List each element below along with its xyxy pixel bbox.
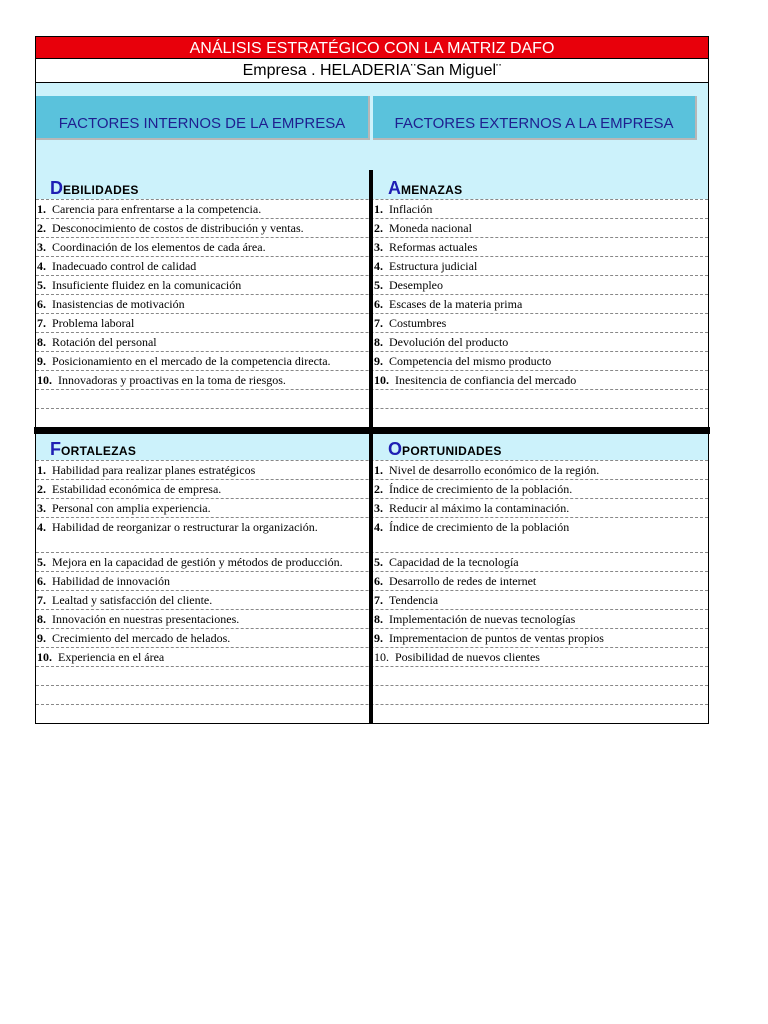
title-rest: ORTALEZAS — [61, 444, 137, 458]
title-initial: O — [388, 439, 403, 459]
fortalezas-title — [36, 439, 369, 460]
item-number: 7. — [37, 316, 46, 330]
right-cell — [373, 200, 706, 218]
item-number: 1. — [37, 202, 46, 216]
item-text: Moneda nacional — [389, 221, 472, 235]
item-text: Coordinación de los elementos de cada área. — [52, 240, 266, 254]
right-cell — [373, 390, 706, 408]
item-number: 3. — [37, 240, 46, 254]
left-cell — [36, 610, 369, 628]
item-number: 2. — [37, 221, 46, 235]
item-number: 5. — [374, 555, 383, 569]
item-text: Escases de la materia prima — [389, 297, 523, 311]
item-text: Desarrollo de redes de internet — [389, 574, 537, 588]
right-cell — [373, 461, 706, 479]
left-cell — [36, 705, 369, 723]
item-text: Reformas actuales — [389, 240, 478, 254]
title-initial: A — [388, 178, 401, 198]
amenazas-title — [373, 178, 706, 199]
section-separator — [34, 427, 710, 434]
item-number: 10. — [374, 650, 389, 664]
item-text: Posicionamiento en el mercado de la competencia directa. — [52, 354, 331, 368]
debilidades-title — [36, 178, 369, 199]
title-rest: MENAZAS — [401, 183, 463, 197]
company-name: Empresa . HELADERIA¨San Miguel¨ — [35, 59, 709, 83]
right-cell — [373, 352, 706, 370]
left-cell — [36, 257, 369, 275]
right-cell — [373, 257, 706, 275]
item-number: 10. — [374, 373, 389, 387]
item-text: Índice de crecimiento de la población — [389, 520, 570, 534]
right-cell — [373, 499, 706, 517]
left-cell — [36, 572, 369, 590]
item-number: 8. — [374, 335, 383, 349]
right-cell — [373, 480, 706, 498]
right-cell — [373, 648, 706, 666]
external-factors-header: FACTORES EXTERNOS A LA EMPRESA — [373, 96, 697, 140]
left-cell — [36, 499, 369, 517]
item-text: Costumbres — [389, 316, 447, 330]
item-text: Personal con amplia experiencia. — [52, 501, 211, 515]
item-text: Habilidad de innovación — [52, 574, 170, 588]
item-number: 2. — [37, 482, 46, 496]
item-number: 7. — [37, 593, 46, 607]
item-number: 7. — [374, 593, 383, 607]
right-cell — [373, 409, 706, 427]
item-number: 10. — [37, 650, 52, 664]
item-text: Posibilidad de nuevos clientes — [395, 650, 540, 664]
item-number: 3. — [374, 501, 383, 515]
item-text: Innovación en nuestras presentaciones. — [52, 612, 240, 626]
item-number: 5. — [37, 278, 46, 292]
left-cell — [36, 333, 369, 351]
item-text: Inadecuado control de calidad — [52, 259, 197, 273]
top-quadrant — [35, 173, 709, 427]
item-text: Problema laboral — [52, 316, 135, 330]
left-cell — [36, 219, 369, 237]
right-cell — [373, 572, 706, 590]
left-cell — [36, 295, 369, 313]
item-text: Inesitencia de confiancia del mercado — [395, 373, 577, 387]
title-rest: PORTUNIDADES — [402, 444, 502, 458]
right-cell — [373, 238, 706, 256]
document-title: ANÁLISIS ESTRATÉGICO CON LA MATRIZ DAFO — [35, 36, 709, 59]
bottom-quadrant — [35, 434, 709, 724]
item-text: Capacidad de la tecnología — [389, 555, 519, 569]
oportunidades-title — [373, 439, 706, 460]
right-cell — [373, 314, 706, 332]
internal-factors-header: FACTORES INTERNOS DE LA EMPRESA — [36, 96, 370, 140]
item-text: Crecimiento del mercado de helados. — [52, 631, 231, 645]
left-cell — [36, 409, 369, 427]
item-number: 10. — [37, 373, 52, 387]
item-text: Innovadoras y proactivas en la toma de riesgos. — [58, 373, 286, 387]
right-cell — [373, 333, 706, 351]
item-text: Reducir al máximo la contaminación. — [389, 501, 570, 515]
item-text: Índice de crecimiento de la población. — [389, 482, 573, 496]
right-cell — [373, 686, 706, 704]
left-cell — [36, 461, 369, 479]
item-text: Inflación — [389, 202, 433, 216]
item-number: 1. — [374, 463, 383, 477]
item-number: 8. — [37, 612, 46, 626]
left-cell — [36, 480, 369, 498]
item-number: 4. — [374, 520, 383, 534]
item-number: 3. — [374, 240, 383, 254]
item-text: Mejora en la capacidad de gestión y métodos de producción. — [52, 555, 343, 569]
item-text: Desconocimiento de costos de distribución y ventas. — [52, 221, 304, 235]
item-number: 9. — [37, 631, 46, 645]
left-cell — [36, 648, 369, 666]
left-cell — [36, 390, 369, 408]
left-cell — [36, 352, 369, 370]
item-text: Implementación de nuevas tecnologías — [389, 612, 576, 626]
item-number: 2. — [374, 482, 383, 496]
right-cell — [373, 705, 706, 723]
item-text: Experiencia en el área — [58, 650, 165, 664]
left-cell — [36, 591, 369, 609]
item-text: Tendencia — [389, 593, 439, 607]
item-number: 6. — [37, 297, 46, 311]
item-text: Estructura judicial — [389, 259, 478, 273]
right-cell — [373, 553, 706, 571]
item-text: Devolución del producto — [389, 335, 509, 349]
item-text: Rotación del personal — [52, 335, 157, 349]
item-number: 1. — [37, 463, 46, 477]
left-cell — [36, 238, 369, 256]
item-number: 7. — [374, 316, 383, 330]
item-number: 4. — [37, 259, 46, 273]
title-rest: EBILIDADES — [63, 183, 139, 197]
item-number: 4. — [374, 259, 383, 273]
left-cell — [36, 686, 369, 704]
right-cell — [373, 667, 706, 685]
item-text: Competencia del mismo producto — [389, 354, 552, 368]
spacer-band — [35, 140, 709, 173]
item-text: Habilidad de reorganizar o restructurar la organización. — [52, 520, 318, 534]
item-text: Imprementacion de puntos de ventas propios — [389, 631, 604, 645]
item-text: Inasistencias de motivación — [52, 297, 185, 311]
right-cell — [373, 276, 706, 294]
item-number: 8. — [37, 335, 46, 349]
item-number: 6. — [37, 574, 46, 588]
right-cell — [373, 610, 706, 628]
left-cell — [36, 518, 369, 552]
item-number: 4. — [37, 520, 46, 534]
title-initial: F — [50, 439, 61, 459]
title-initial: D — [50, 178, 63, 198]
item-number: 3. — [37, 501, 46, 515]
left-cell — [36, 314, 369, 332]
left-cell — [36, 553, 369, 571]
item-text: Nivel de desarrollo económico de la región. — [389, 463, 600, 477]
right-cell — [373, 295, 706, 313]
item-text: Desempleo — [389, 278, 443, 292]
item-number: 5. — [37, 555, 46, 569]
right-cell — [373, 629, 706, 647]
item-text: Insuficiente fluidez en la comunicación — [52, 278, 242, 292]
item-text: Carencia para enfrentarse a la competencia. — [52, 202, 262, 216]
item-number: 5. — [374, 278, 383, 292]
right-cell — [373, 219, 706, 237]
item-number: 2. — [374, 221, 383, 235]
item-text: Lealtad y satisfacción del cliente. — [52, 593, 213, 607]
dafo-sheet — [35, 36, 709, 724]
quadrant-divider — [369, 434, 373, 723]
spacer-band — [35, 83, 709, 96]
right-cell — [373, 371, 706, 389]
left-cell — [36, 667, 369, 685]
right-cell — [373, 518, 706, 552]
item-number: 9. — [37, 354, 46, 368]
item-number: 9. — [374, 354, 383, 368]
column-headers — [35, 96, 709, 140]
left-cell — [36, 371, 369, 389]
right-cell — [373, 591, 706, 609]
item-number: 6. — [374, 574, 383, 588]
item-number: 8. — [374, 612, 383, 626]
left-cell — [36, 629, 369, 647]
item-text: Estabilidad económica de empresa. — [52, 482, 222, 496]
item-number: 9. — [374, 631, 383, 645]
quadrant-divider — [369, 173, 373, 427]
item-number: 6. — [374, 297, 383, 311]
left-cell — [36, 200, 369, 218]
item-text: Habilidad para realizar planes estratégicos — [52, 463, 256, 477]
left-cell — [36, 276, 369, 294]
item-number: 1. — [374, 202, 383, 216]
